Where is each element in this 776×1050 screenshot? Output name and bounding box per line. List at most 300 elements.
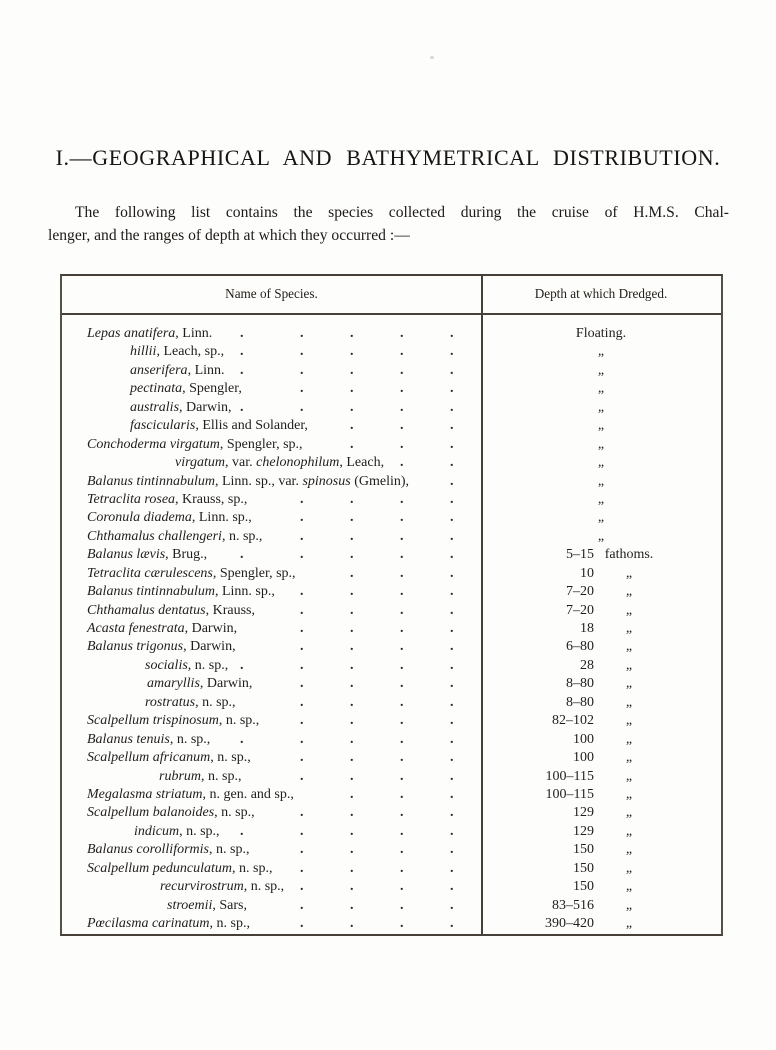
leader-dot: . bbox=[240, 823, 244, 839]
depth-cell bbox=[481, 638, 721, 656]
leader-dot: . bbox=[350, 510, 354, 526]
species-name-cell bbox=[62, 454, 481, 472]
species-name-italic-segment: rostratus bbox=[145, 694, 196, 710]
table-row bbox=[62, 417, 721, 435]
species-name-italic-segment: Scalpellum balanoides bbox=[87, 805, 215, 821]
species-name-italic-segment: virgatum bbox=[175, 455, 226, 471]
leader-dot: . bbox=[450, 584, 454, 600]
species-name-roman-segment: , n. sp., bbox=[195, 694, 236, 710]
leader-dot: . bbox=[450, 750, 454, 766]
leader-dot: . bbox=[350, 362, 354, 378]
leader-dot: . bbox=[400, 565, 404, 581]
species-name-roman-segment: , var. bbox=[225, 455, 257, 471]
leader-dot: . bbox=[350, 344, 354, 360]
species-name-roman-segment: , Linn. sp., var. bbox=[214, 473, 303, 489]
depth-cell bbox=[481, 694, 721, 712]
depth-cell bbox=[481, 657, 721, 675]
species-name bbox=[62, 326, 212, 341]
species-name-cell bbox=[62, 860, 481, 878]
species-name-italic-segment: socialis bbox=[145, 657, 188, 673]
depth-range: 150 bbox=[573, 860, 594, 876]
species-name-cell bbox=[62, 694, 481, 712]
leader-dot: . bbox=[400, 602, 404, 618]
depth-cell bbox=[481, 454, 721, 472]
species-name-italic-segment: Chthamalus dentatus bbox=[87, 602, 206, 618]
depth-range: 150 bbox=[573, 879, 594, 895]
species-name-roman-segment: , Leach, sp., bbox=[156, 344, 225, 360]
depth-cell bbox=[481, 712, 721, 730]
depth-cell bbox=[481, 915, 721, 933]
leader-dot: . bbox=[400, 805, 404, 821]
depth-range: 18 bbox=[580, 621, 594, 636]
leader-dot: . bbox=[450, 565, 454, 581]
species-name-roman-segment: , n. sp., bbox=[210, 750, 251, 766]
leader-dot: . bbox=[400, 362, 404, 378]
species-name-roman-segment: , n. sp., bbox=[221, 528, 263, 544]
leader-dot: . bbox=[350, 657, 354, 673]
species-name bbox=[62, 879, 284, 894]
leader-dot: . bbox=[450, 418, 454, 434]
leader-dot: . bbox=[350, 805, 354, 821]
depth-cell bbox=[481, 786, 721, 804]
species-name-roman-segment: , n. sp., bbox=[218, 713, 260, 729]
species-name-roman-segment: , Spengler, bbox=[182, 381, 242, 397]
species-name-italic-segment: chelonophilum bbox=[256, 455, 340, 471]
ditto-mark: „ bbox=[625, 916, 633, 931]
species-name bbox=[62, 658, 228, 673]
species-name-roman-segment: , Sars, bbox=[212, 897, 247, 913]
species-name-italic-segment: Megalasma striatum bbox=[87, 786, 203, 802]
leader-dot: . bbox=[350, 768, 354, 784]
species-name-italic-segment: indicum bbox=[134, 823, 180, 839]
leader-dot: . bbox=[300, 676, 304, 692]
leader-dot: . bbox=[400, 528, 404, 544]
leader-dot: . bbox=[300, 657, 304, 673]
leader-dot: . bbox=[400, 916, 404, 931]
depth-cell bbox=[481, 565, 721, 583]
table-row bbox=[62, 620, 721, 638]
species-name-cell bbox=[62, 786, 481, 804]
leader-dot: . bbox=[400, 418, 404, 434]
species-name bbox=[62, 898, 247, 913]
species-name-cell bbox=[62, 343, 481, 361]
species-name-roman-segment: , Linn. sp., bbox=[214, 584, 275, 600]
leader-dot: . bbox=[350, 676, 354, 692]
table-row bbox=[62, 343, 721, 361]
leader-dot: . bbox=[350, 897, 354, 913]
leader-dot: . bbox=[350, 750, 354, 766]
species-name bbox=[62, 529, 262, 544]
table-row bbox=[62, 915, 721, 933]
leader-dot: . bbox=[400, 491, 404, 507]
depth-range: 7–20 bbox=[566, 584, 594, 600]
species-name-italic-segment: Pœcilasma carinatum bbox=[87, 916, 210, 931]
leader-dot: . bbox=[350, 823, 354, 839]
ditto-mark: „ bbox=[625, 602, 633, 618]
leader-dot: . bbox=[300, 694, 304, 710]
species-name-cell bbox=[62, 473, 481, 491]
leader-dot: . bbox=[350, 326, 354, 341]
species-name-cell bbox=[62, 804, 481, 822]
leader-dot: . bbox=[350, 916, 354, 931]
table-row bbox=[62, 638, 721, 656]
leader-dot: . bbox=[450, 916, 454, 931]
species-name-italic-segment: Lepas anatifera bbox=[87, 326, 176, 341]
species-name-roman-segment: , Darwin, bbox=[199, 676, 253, 692]
species-name bbox=[62, 547, 207, 562]
leader-dot: . bbox=[300, 547, 304, 563]
species-name bbox=[62, 842, 249, 857]
leader-dot: . bbox=[300, 584, 304, 600]
ditto-mark: „ bbox=[597, 344, 605, 360]
leader-dot: . bbox=[450, 768, 454, 784]
leader-dot: . bbox=[350, 584, 354, 600]
leader-dot: . bbox=[450, 547, 454, 563]
table-row bbox=[62, 436, 721, 454]
depth-range: 129 bbox=[573, 823, 594, 839]
species-name bbox=[62, 381, 242, 396]
leader-dot: . bbox=[400, 676, 404, 692]
leader-dot: . bbox=[450, 436, 454, 452]
depth-range: 100–115 bbox=[545, 786, 594, 802]
ditto-mark: „ bbox=[597, 418, 605, 434]
table-row bbox=[62, 602, 721, 620]
species-name-roman-segment: , n. sp., bbox=[209, 842, 250, 858]
table-row bbox=[62, 454, 721, 472]
leader-dot: . bbox=[300, 860, 304, 876]
leader-dot: . bbox=[400, 860, 404, 876]
leader-dot: . bbox=[400, 694, 404, 710]
leader-dot: . bbox=[240, 344, 244, 360]
leader-dot: . bbox=[450, 491, 454, 507]
species-name-roman-segment: , n. sp., bbox=[232, 860, 273, 876]
species-name bbox=[62, 695, 236, 710]
leader-dot: . bbox=[400, 879, 404, 895]
table-row bbox=[62, 675, 721, 693]
species-name-cell bbox=[62, 638, 481, 656]
species-name-italic-segment: hillii bbox=[130, 344, 157, 360]
depth-cell bbox=[481, 897, 721, 915]
species-name-roman-segment: , Linn. bbox=[175, 326, 213, 341]
leader-dot: . bbox=[450, 694, 454, 710]
ditto-mark: „ bbox=[625, 823, 633, 839]
ditto-mark: „ bbox=[625, 584, 633, 600]
leader-dot: . bbox=[300, 399, 304, 415]
species-name-cell bbox=[62, 731, 481, 749]
table-row bbox=[62, 362, 721, 380]
species-name bbox=[62, 418, 308, 433]
species-name bbox=[62, 510, 252, 525]
leader-dot: . bbox=[400, 547, 404, 563]
depth-range: 5–15 bbox=[566, 547, 594, 563]
leader-dot: . bbox=[450, 860, 454, 876]
leader-dot: . bbox=[350, 436, 354, 452]
leader-dot: . bbox=[400, 768, 404, 784]
leader-dot: . bbox=[350, 842, 354, 858]
depth-cell bbox=[481, 436, 721, 454]
species-name-cell bbox=[62, 897, 481, 915]
species-name bbox=[62, 732, 210, 747]
scan-speck bbox=[430, 56, 434, 59]
leader-dot: . bbox=[300, 510, 304, 526]
leader-dot: . bbox=[450, 731, 454, 747]
species-name-cell bbox=[62, 380, 481, 398]
species-name-italic-segment: Scalpellum pedunculatum bbox=[87, 860, 233, 876]
depth-cell bbox=[481, 731, 721, 749]
species-name bbox=[62, 916, 250, 931]
species-name bbox=[62, 676, 252, 691]
ditto-mark: „ bbox=[597, 455, 605, 471]
ditto-mark: „ bbox=[625, 842, 633, 858]
depth-range: 6–80 bbox=[566, 639, 594, 655]
ditto-mark: „ bbox=[597, 491, 605, 507]
leader-dot: . bbox=[450, 326, 454, 341]
ditto-mark: „ bbox=[625, 713, 633, 729]
species-name bbox=[62, 455, 384, 470]
species-name-cell bbox=[62, 417, 481, 435]
ditto-mark: „ bbox=[597, 362, 605, 378]
species-name-italic-segment: Balanus corolliformis bbox=[87, 842, 209, 858]
depth-range: 83–516 bbox=[552, 897, 594, 913]
leader-dot: . bbox=[400, 750, 404, 766]
depth-cell bbox=[481, 860, 721, 878]
species-name-cell bbox=[62, 675, 481, 693]
species-name-italic-segment: Tetraclita rosea bbox=[87, 491, 176, 507]
table-row bbox=[62, 694, 721, 712]
depth-cell bbox=[481, 473, 721, 491]
leader-dot: . bbox=[300, 879, 304, 895]
species-name-roman-segment: , Leach, bbox=[339, 455, 385, 471]
species-name-cell bbox=[62, 823, 481, 841]
leader-dot: . bbox=[400, 713, 404, 729]
ditto-mark: „ bbox=[597, 436, 605, 452]
intro-line-1: The following list contains the species collected during the cruise of H.M.S. Chal- bbox=[75, 204, 729, 221]
leader-dot: . bbox=[450, 657, 454, 673]
ditto-mark: „ bbox=[625, 676, 633, 692]
leader-dot: . bbox=[400, 326, 404, 341]
ditto-mark: „ bbox=[625, 731, 633, 747]
species-name-italic-segment: stroemii bbox=[167, 897, 213, 913]
ditto-mark: „ bbox=[625, 657, 633, 673]
species-name-roman-segment: , Krauss, sp., bbox=[175, 491, 248, 507]
species-name-italic-segment: amaryllis bbox=[147, 676, 200, 692]
species-name-roman-segment: , Ellis and Solander, bbox=[195, 418, 308, 434]
ditto-mark: „ bbox=[625, 879, 633, 895]
species-name-cell bbox=[62, 436, 481, 454]
species-name-roman-segment: , Spengler, sp., bbox=[219, 436, 303, 452]
species-name-roman-segment: , n. gen. and sp., bbox=[202, 786, 294, 802]
leader-dot: . bbox=[350, 639, 354, 655]
leader-dot: . bbox=[300, 362, 304, 378]
species-name-cell bbox=[62, 915, 481, 933]
species-name bbox=[62, 437, 303, 452]
leader-dot: . bbox=[300, 344, 304, 360]
leader-dot: . bbox=[400, 436, 404, 452]
leader-dot: . bbox=[300, 491, 304, 507]
leader-dot: . bbox=[300, 731, 304, 747]
leader-dot: . bbox=[300, 805, 304, 821]
leader-dot: . bbox=[400, 381, 404, 397]
leader-dot: . bbox=[400, 823, 404, 839]
leader-dot: . bbox=[350, 602, 354, 618]
species-name-roman-segment: , Spengler, sp., bbox=[212, 565, 296, 581]
depth-cell bbox=[481, 583, 721, 601]
table-row bbox=[62, 897, 721, 915]
species-name-cell bbox=[62, 546, 481, 564]
species-name-italic-segment: Tetraclita cærulescens bbox=[87, 565, 213, 581]
depth-cell bbox=[481, 362, 721, 380]
leader-dot: . bbox=[240, 362, 244, 378]
ditto-mark: „ bbox=[625, 860, 633, 876]
table-row bbox=[62, 565, 721, 583]
species-name bbox=[62, 584, 275, 599]
table-row bbox=[62, 749, 721, 767]
leader-dot: . bbox=[450, 823, 454, 839]
species-name-italic-segment: spinosus bbox=[302, 473, 351, 489]
leader-dot: . bbox=[450, 455, 454, 471]
species-name-roman-segment: , n. sp., bbox=[201, 768, 242, 784]
depth-cell bbox=[481, 620, 721, 638]
table-row bbox=[62, 804, 721, 822]
depth-cell bbox=[481, 675, 721, 693]
table-row bbox=[62, 657, 721, 675]
leader-dot: . bbox=[350, 731, 354, 747]
species-name-roman-segment: , Brug., bbox=[165, 547, 208, 563]
species-name-roman-segment: , n. sp., bbox=[169, 731, 211, 747]
leader-dot: . bbox=[300, 750, 304, 766]
depth-cell bbox=[481, 878, 721, 896]
leader-dot: . bbox=[350, 786, 354, 802]
ditto-mark: „ bbox=[597, 381, 605, 397]
species-name bbox=[62, 824, 220, 839]
depth-unit: fathoms. bbox=[604, 547, 654, 563]
species-name-italic-segment: Balanus lævis bbox=[87, 547, 166, 563]
species-name-roman-segment: , Darwin, bbox=[184, 621, 238, 636]
species-name bbox=[62, 750, 251, 765]
depth-range: 10 bbox=[580, 565, 594, 581]
leader-dot: . bbox=[300, 381, 304, 397]
species-name-italic-segment: rubrum bbox=[159, 768, 202, 784]
leader-dot: . bbox=[400, 399, 404, 415]
depth-cell bbox=[481, 768, 721, 786]
species-name-cell bbox=[62, 602, 481, 620]
leader-dot: . bbox=[450, 381, 454, 397]
leader-dot: . bbox=[450, 621, 454, 636]
species-name-cell bbox=[62, 712, 481, 730]
table-row bbox=[62, 491, 721, 509]
species-name-roman-segment: , Linn. bbox=[187, 362, 225, 378]
species-name bbox=[62, 787, 294, 802]
depth-cell bbox=[481, 749, 721, 767]
table-row bbox=[62, 473, 721, 491]
depth-range: 100–115 bbox=[545, 768, 594, 784]
depth-cell bbox=[481, 325, 721, 343]
leader-dot: . bbox=[450, 805, 454, 821]
species-name-italic-segment: Chthamalus challengeri bbox=[87, 528, 222, 544]
leader-dot: . bbox=[300, 916, 304, 931]
table-row bbox=[62, 583, 721, 601]
leader-dot: . bbox=[400, 731, 404, 747]
leader-dot: . bbox=[400, 639, 404, 655]
leader-dot: . bbox=[400, 621, 404, 636]
species-name-roman-segment: (Gmelin), bbox=[350, 473, 410, 489]
species-name-roman-segment: , n. sp., bbox=[209, 916, 250, 931]
ditto-mark: „ bbox=[625, 639, 633, 655]
species-name-cell bbox=[62, 620, 481, 638]
leader-dot: . bbox=[450, 786, 454, 802]
depth-cell bbox=[481, 841, 721, 859]
table-row bbox=[62, 380, 721, 398]
table-row bbox=[62, 841, 721, 859]
species-name-cell bbox=[62, 399, 481, 417]
species-name-italic-segment: Balanus trigonus bbox=[87, 639, 184, 655]
leader-dot: . bbox=[400, 786, 404, 802]
leader-dot: . bbox=[400, 584, 404, 600]
species-name bbox=[62, 861, 272, 876]
ditto-mark: „ bbox=[625, 768, 633, 784]
leader-dot: . bbox=[450, 676, 454, 692]
depth-value: Floating. bbox=[575, 326, 627, 341]
species-name-cell bbox=[62, 528, 481, 546]
species-name-italic-segment: recurvirostrum bbox=[160, 879, 244, 895]
intro-line-2: lenger, and the ranges of depth at which they occurred :— bbox=[48, 226, 410, 244]
leader-dot: . bbox=[300, 768, 304, 784]
species-name-cell bbox=[62, 841, 481, 859]
table-row bbox=[62, 712, 721, 730]
depth-cell bbox=[481, 528, 721, 546]
depth-range: 390–420 bbox=[545, 916, 594, 931]
leader-dot: . bbox=[350, 491, 354, 507]
leader-dot: . bbox=[300, 713, 304, 729]
species-name bbox=[62, 400, 232, 415]
leader-dot: . bbox=[450, 528, 454, 544]
species-name-italic-segment: australis bbox=[130, 399, 180, 415]
leader-dot: . bbox=[350, 381, 354, 397]
depth-range: 100 bbox=[573, 750, 594, 766]
leader-dot: . bbox=[240, 326, 244, 341]
species-name-italic-segment: fascicularis bbox=[130, 418, 196, 434]
species-name-italic-segment: Scalpellum africanum bbox=[87, 750, 211, 766]
leader-dot: . bbox=[450, 713, 454, 729]
species-depth-table bbox=[60, 274, 723, 936]
leader-dot: . bbox=[350, 860, 354, 876]
table-row bbox=[62, 860, 721, 878]
depth-cell bbox=[481, 823, 721, 841]
ditto-mark: „ bbox=[597, 399, 605, 415]
depth-range: 100 bbox=[573, 731, 594, 747]
species-name bbox=[62, 492, 247, 507]
table-row bbox=[62, 823, 721, 841]
species-name-italic-segment: pectinata bbox=[130, 381, 183, 397]
leader-dot: . bbox=[300, 602, 304, 618]
leader-dot: . bbox=[300, 897, 304, 913]
ditto-mark: „ bbox=[625, 786, 633, 802]
header-name-of-species: Name of Species. bbox=[225, 286, 318, 302]
species-name-cell bbox=[62, 509, 481, 527]
species-name-roman-segment: , Darwin, bbox=[179, 399, 232, 415]
depth-cell bbox=[481, 546, 721, 564]
intro-paragraph bbox=[48, 202, 729, 247]
table-row bbox=[62, 546, 721, 564]
depth-range: 7–20 bbox=[566, 602, 594, 618]
page-title: I.—GEOGRAPHICAL AND BATHYMETRICAL DISTRIBUTION. bbox=[55, 145, 721, 170]
species-name-italic-segment: Scalpellum trispinosum bbox=[87, 713, 219, 729]
leader-dot: . bbox=[400, 897, 404, 913]
table-row bbox=[62, 768, 721, 786]
depth-range: 150 bbox=[573, 842, 594, 858]
leader-dot: . bbox=[350, 528, 354, 544]
table-header bbox=[62, 276, 721, 315]
